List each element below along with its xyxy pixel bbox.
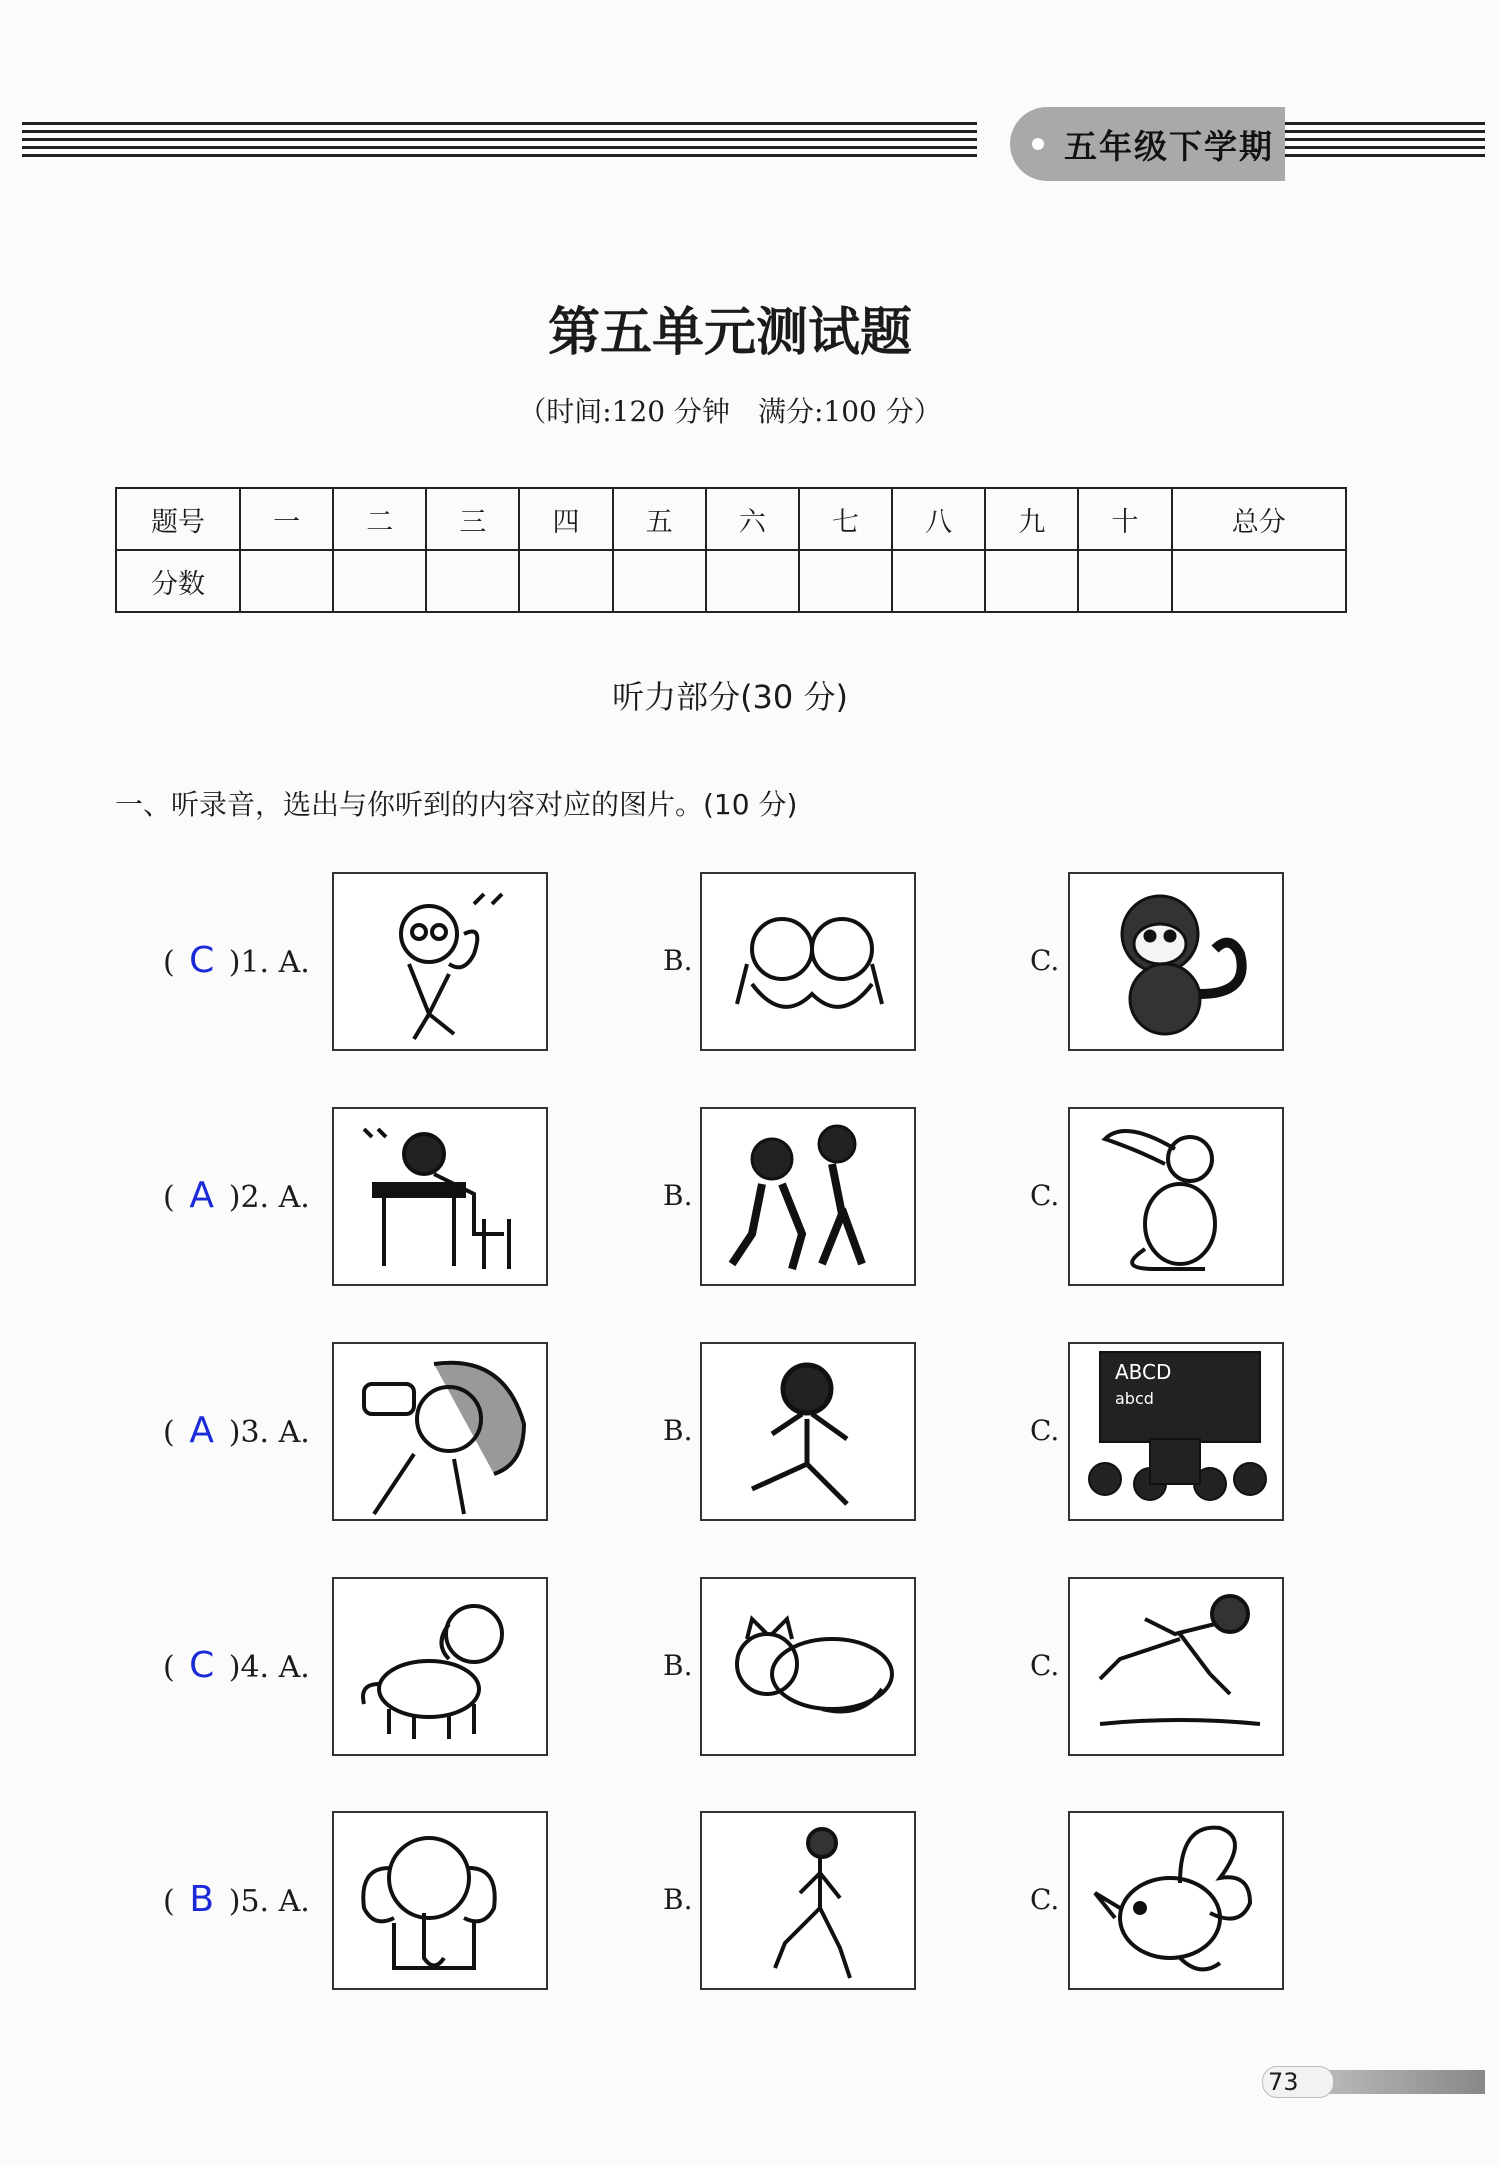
option-label-c: C.	[1030, 944, 1060, 977]
answer-bracket: ( A )2. A.	[163, 1175, 310, 1216]
svg-text:abcd: abcd	[1115, 1389, 1154, 1408]
header-rules-left	[22, 122, 977, 162]
score-col: 十	[1078, 488, 1171, 550]
question-row-1	[0, 872, 1460, 1052]
girl-hugging-icon[interactable]	[700, 872, 916, 1051]
dog-icon[interactable]	[332, 1577, 548, 1756]
option-label-b: B.	[663, 1649, 693, 1682]
answer-bracket: ( B )5. A.	[163, 1879, 310, 1920]
score-cell[interactable]	[426, 550, 519, 612]
option-label-a: A.	[278, 945, 310, 980]
girl-with-binoculars-icon[interactable]	[332, 1342, 548, 1521]
score-table-row2-label: 分数	[116, 550, 240, 612]
question-number: 5	[240, 1884, 260, 1919]
option-label-b: B.	[663, 1179, 693, 1212]
question-number: 3	[240, 1415, 260, 1450]
option-label-c: C.	[1030, 1883, 1060, 1916]
question-number: 4	[240, 1650, 260, 1685]
score-cell[interactable]	[799, 550, 892, 612]
score-cell[interactable]	[706, 550, 799, 612]
bird-icon[interactable]	[1068, 1811, 1284, 1990]
children-dancing-icon[interactable]	[700, 1107, 916, 1286]
score-table-score-row	[116, 550, 1346, 612]
option-label-c: C.	[1030, 1179, 1060, 1212]
score-col: 六	[706, 488, 799, 550]
page-number-bar	[1320, 2070, 1485, 2094]
score-col: 四	[519, 488, 612, 550]
svg-text:ABCD: ABCD	[1115, 1360, 1172, 1384]
instruction-text: 一、听录音，选出与你听到的内容对应的图片。(10 分)	[115, 788, 798, 821]
answer-letter: B	[189, 1879, 215, 1920]
score-col: 七	[799, 488, 892, 550]
answer-letter: C	[189, 940, 215, 981]
question-row-2	[0, 1107, 1460, 1287]
section-title: 听力部分(30 分)	[612, 678, 848, 716]
answer-letter: C	[189, 1645, 215, 1686]
option-label-c: C.	[1030, 1649, 1060, 1682]
option-label-b: B.	[663, 944, 693, 977]
score-cell[interactable]	[519, 550, 612, 612]
page-subtitle: （时间:120 分钟 满分:100 分）	[518, 395, 942, 428]
answer-bracket: ( C )4. A.	[163, 1645, 310, 1686]
question-number: 2	[240, 1180, 260, 1215]
score-col: 八	[892, 488, 985, 550]
boy-sleeping-at-desk-icon[interactable]	[332, 1107, 548, 1286]
classroom-icon[interactable]	[1068, 1342, 1284, 1521]
score-col: 九	[985, 488, 1078, 550]
answer-bracket: ( C )1. A.	[163, 940, 310, 981]
score-cell[interactable]	[985, 550, 1078, 612]
girl-running-icon[interactable]	[700, 1811, 916, 1990]
grade-tab	[1010, 107, 1285, 181]
score-cell[interactable]	[1078, 550, 1171, 612]
option-label-c: C.	[1030, 1414, 1060, 1447]
score-cell[interactable]	[240, 550, 333, 612]
score-col: 一	[240, 488, 333, 550]
tab-dot-icon	[1032, 138, 1044, 150]
girl-jumping-icon[interactable]	[1068, 1577, 1284, 1756]
question-row-3	[0, 1342, 1460, 1522]
monkey-icon[interactable]	[1068, 872, 1284, 1051]
page-title: 第五单元测试题	[547, 302, 912, 363]
option-label-a: A.	[278, 1650, 310, 1685]
score-cell[interactable]	[1172, 550, 1346, 612]
header-rules-right	[1285, 122, 1485, 162]
answer-bracket: ( A )3. A.	[163, 1410, 310, 1451]
score-table	[115, 487, 1347, 613]
score-col: 五	[613, 488, 706, 550]
score-table-row1-label: 题号	[116, 488, 240, 550]
score-col: 二	[333, 488, 426, 550]
option-label-a: A.	[278, 1884, 310, 1919]
cat-sleeping-icon[interactable]	[700, 1577, 916, 1756]
boy-running-icon[interactable]	[700, 1342, 916, 1521]
monkey-playing-icon[interactable]	[332, 872, 548, 1051]
answer-letter: A	[189, 1410, 215, 1451]
score-cell[interactable]	[892, 550, 985, 612]
question-row-5	[0, 1811, 1460, 1991]
option-label-a: A.	[278, 1180, 310, 1215]
option-label-a: A.	[278, 1415, 310, 1450]
rabbit-icon[interactable]	[1068, 1107, 1284, 1286]
question-row-4	[0, 1577, 1460, 1757]
score-col: 总分	[1172, 488, 1346, 550]
elephant-icon[interactable]	[332, 1811, 548, 1990]
grade-label: 五年级下学期	[1064, 126, 1274, 166]
question-number: 1	[240, 945, 260, 980]
score-col: 三	[426, 488, 519, 550]
option-label-b: B.	[663, 1414, 693, 1447]
score-table-header-row	[116, 488, 1346, 550]
score-cell[interactable]	[333, 550, 426, 612]
score-cell[interactable]	[613, 550, 706, 612]
answer-letter: A	[189, 1175, 215, 1216]
page-number: 73	[1268, 2068, 1299, 2096]
option-label-b: B.	[663, 1883, 693, 1916]
